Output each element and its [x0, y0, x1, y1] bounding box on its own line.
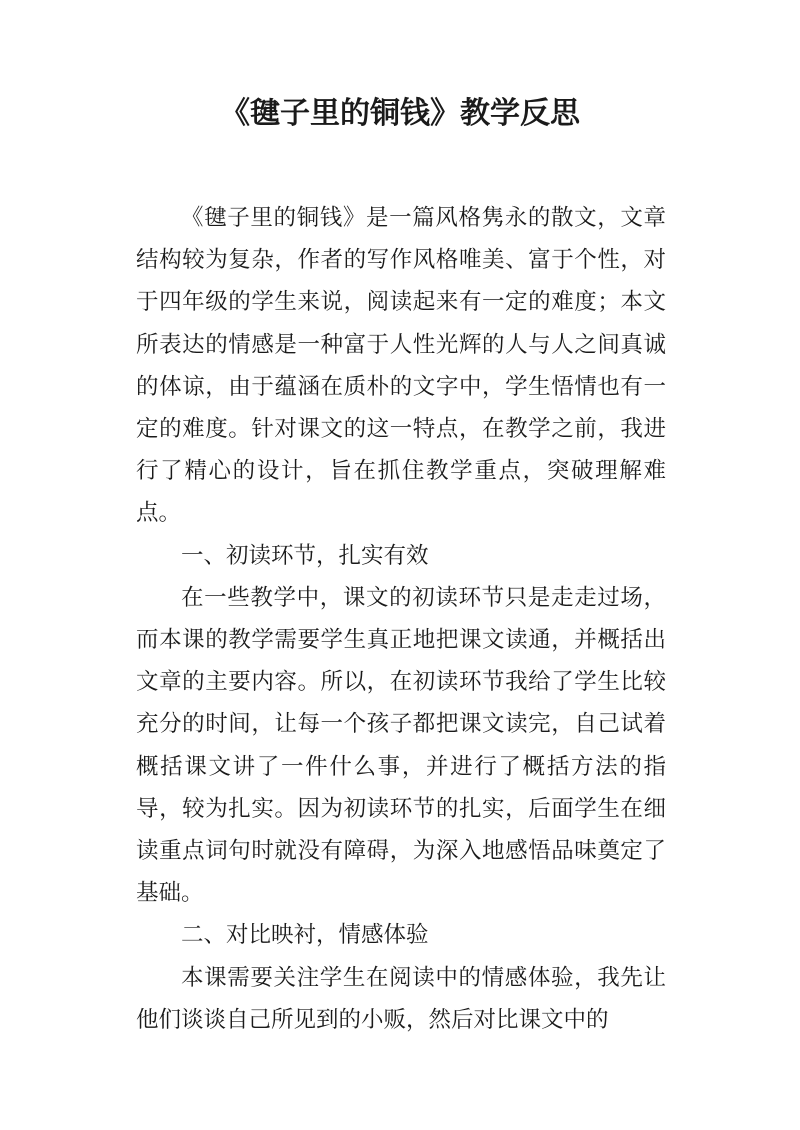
section-1-paragraph: 在一些教学中，课文的初读环节只是走走过场，而本课的教学需要学生真正地把课文读通，并概括出文章的主要内容。所以，在初读环节我给了学生比较充分的时间，让每一个孩子都把课文读完，自己试着概括课文讲了一件什么事，并进行了概括方法的指导，较为扎实。因为初读环节的扎实，后面学生在细读重点词句时就没有障碍，为深入地感悟品味奠定了基础。: [136, 584, 666, 907]
intro-paragraph: 《毽子里的铜钱》是一篇风格隽永的散文，文章结构较为复杂，作者的写作风格唯美、富于个性，对于四年级的学生来说，阅读起来有一定的难度；本文所表达的情感是一种富于人性光辉的人与人之间真诚的体谅，由于蕴涵在质朴的文字中，学生悟情也有一定的难度。针对课文的这一特点，在教学之前，我进行了精心的设计，旨在抓住教学重点，突破理解难点。: [136, 205, 666, 527]
section-heading-2: 二、对比映衬，情感体验: [181, 922, 429, 949]
document-title: 《毽子里的铜钱》教学反思: [220, 96, 580, 131]
section-heading-1: 一、初读环节，扎实有效: [181, 542, 429, 569]
section-2-paragraph: 本课需要关注学生在阅读中的情感体验，我先让他们谈谈自己所见到的小贩，然后对比课文中的: [136, 964, 666, 1033]
document-body: [136, 197, 666, 1041]
